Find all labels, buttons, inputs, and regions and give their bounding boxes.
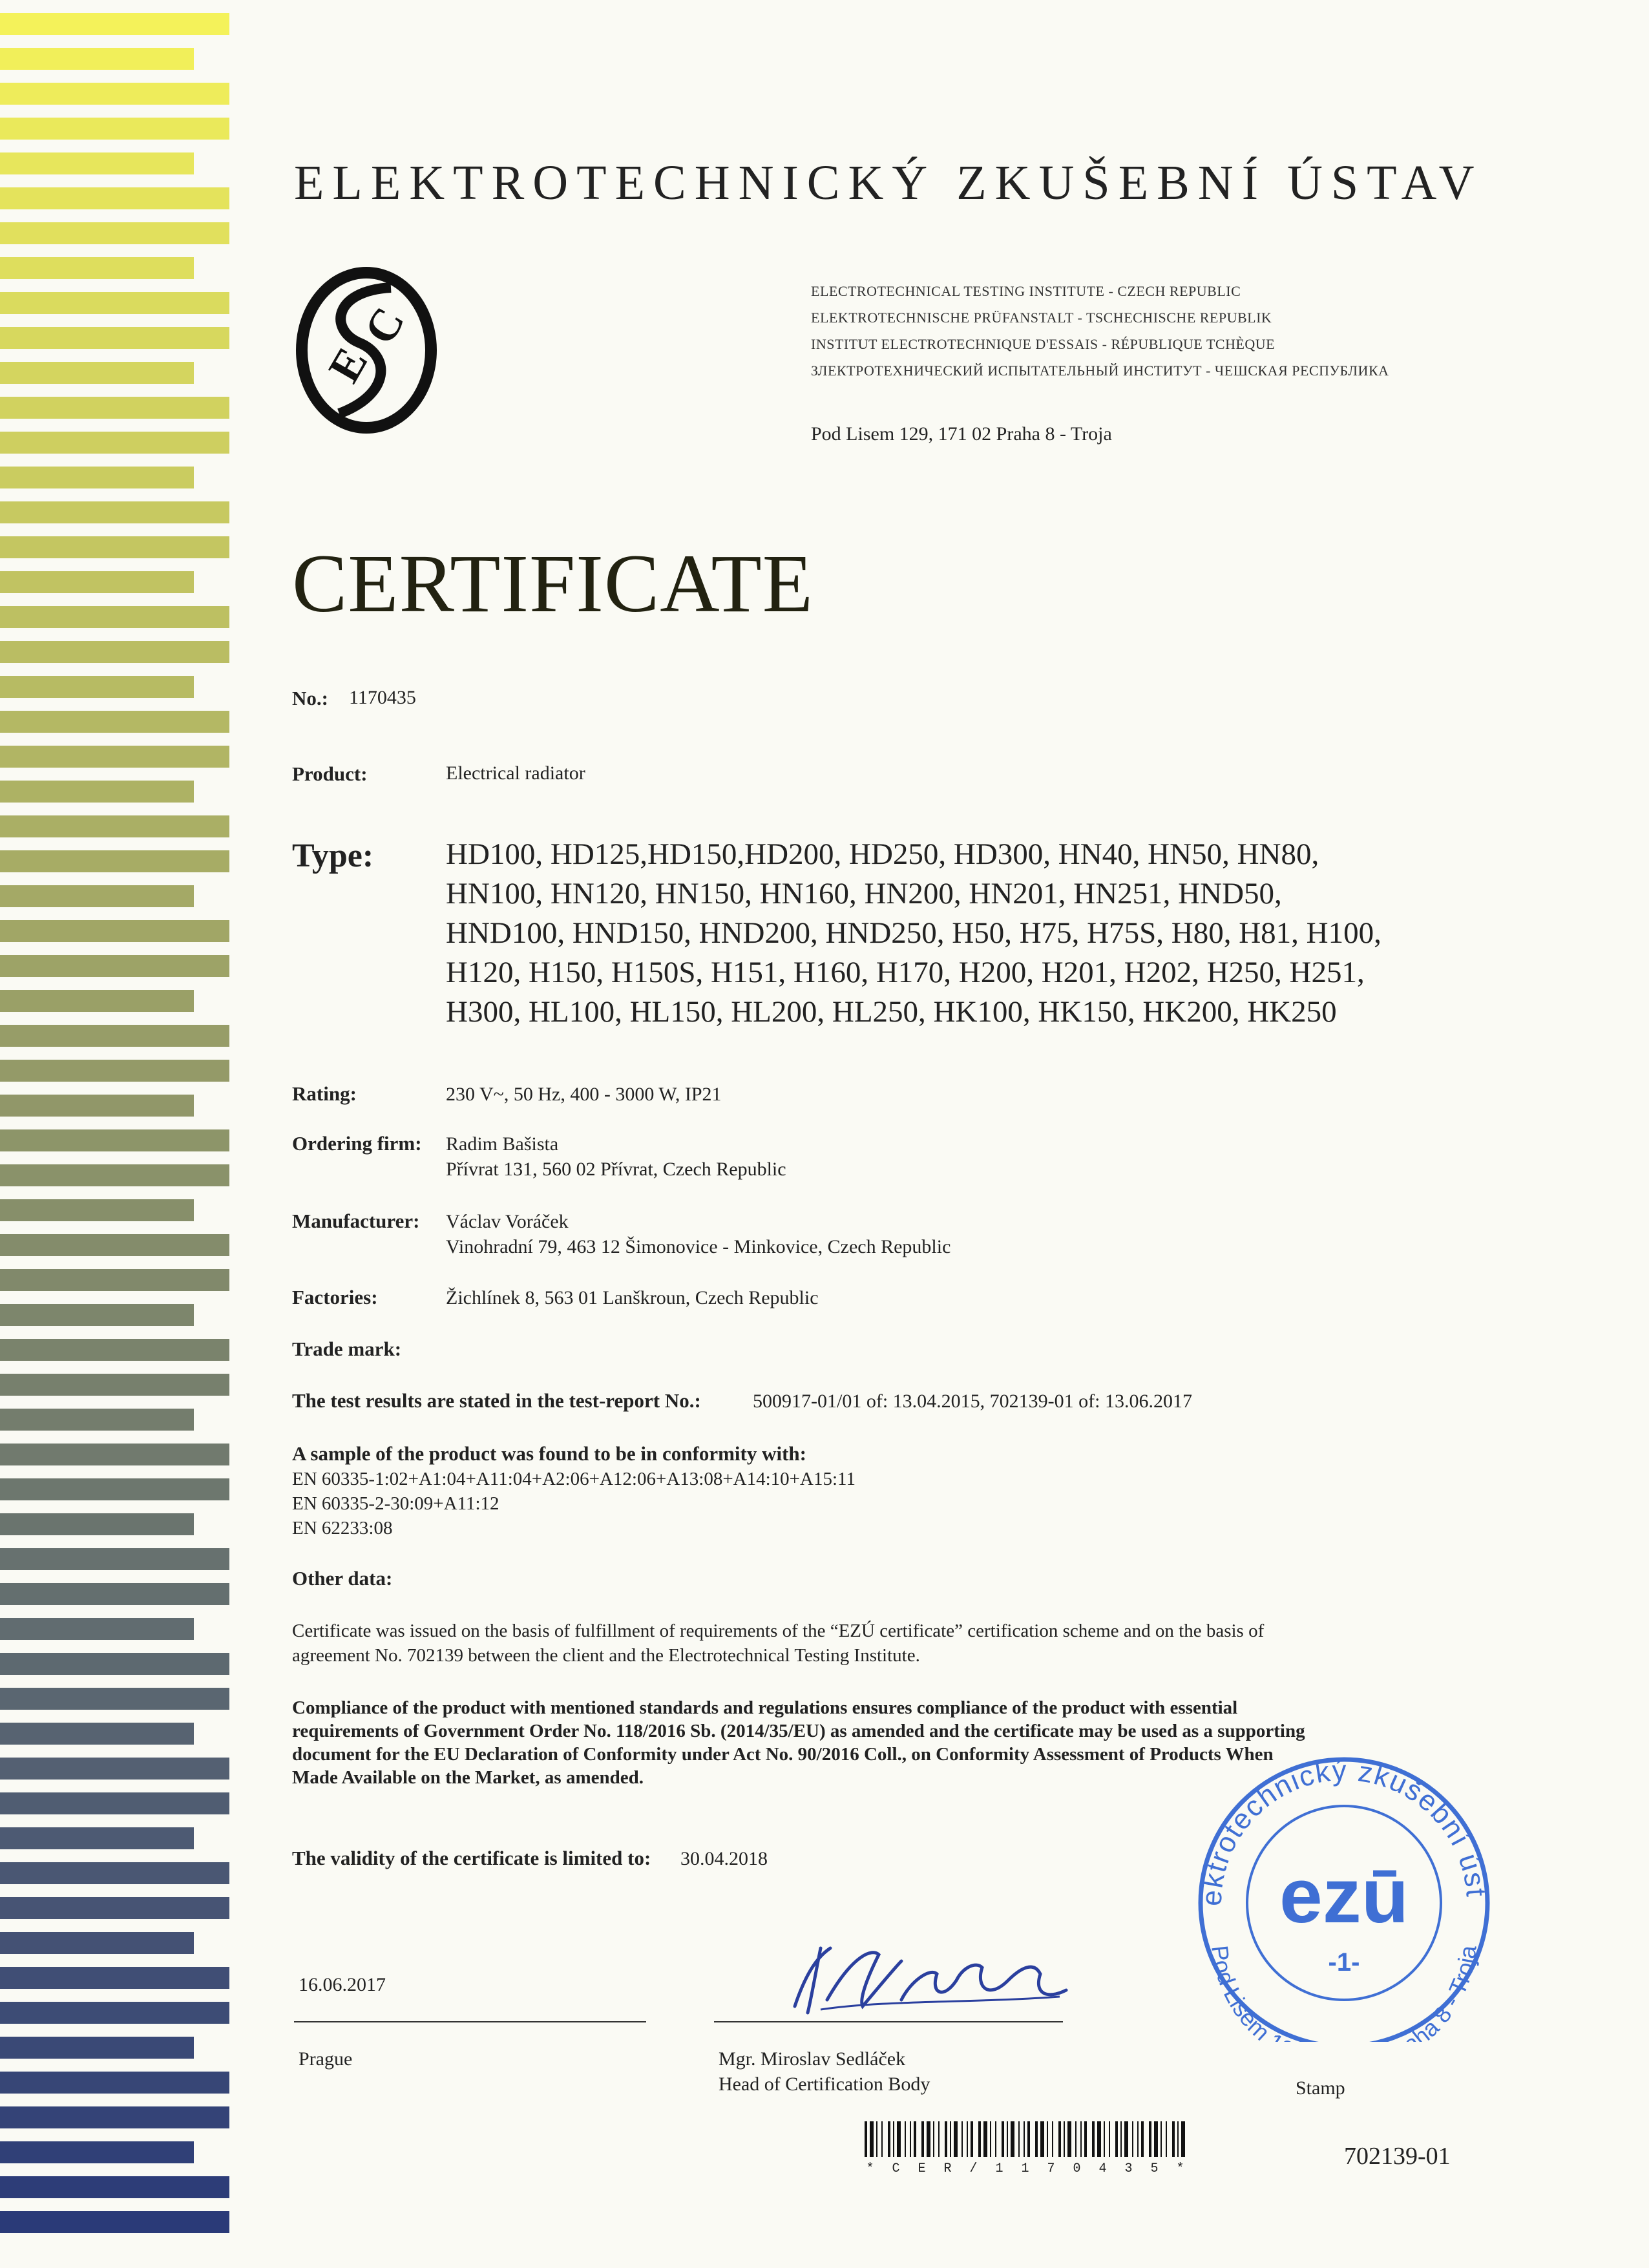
barcode-bar xyxy=(1080,2121,1082,2157)
barcode-bar xyxy=(1132,2121,1133,2157)
barcode-icon xyxy=(865,2121,1191,2157)
barcode-bar xyxy=(893,2121,894,2157)
barcode-bar xyxy=(1137,2121,1139,2157)
stripe xyxy=(0,920,229,942)
stripe xyxy=(0,1827,194,1849)
compliance-line: requirements of Government Order No. 118/2016 Sb. (2014/35/EU) as amended and the certificate may be used as a supporting xyxy=(292,1721,1305,1741)
barcode-bar xyxy=(888,2121,890,2157)
barcode-bar xyxy=(938,2121,940,2157)
institute-name-ru: ЗЛЕКТРОТЕХНИЧЕСКИЙ ИСПЫТАТЕЛЬНЫЙ ИНСТИТУТ - ЧЕШСКАЯ РЕСПУБЛИКА xyxy=(811,362,1389,379)
type-line: H300, HL100, HL150, HL200, HL250, HK100, HK150, HK200, HK250 xyxy=(446,995,1337,1029)
stripe xyxy=(0,2106,229,2128)
stripe xyxy=(0,1723,194,1745)
test-results-label: The test results are stated in the test-report No.: xyxy=(292,1389,701,1412)
place: Prague xyxy=(299,2048,353,2070)
stripe xyxy=(0,711,229,733)
barcode-bar xyxy=(870,2121,874,2157)
compliance-line: document for the EU Declaration of Conformity under Act No. 90/2016 Coll., on Conformity Assessment of Products When xyxy=(292,1744,1274,1765)
stripe xyxy=(0,2211,229,2233)
trademark-label: Trade mark: xyxy=(292,1338,402,1360)
svg-text:E: E xyxy=(319,339,378,391)
stripe xyxy=(0,2072,229,2094)
barcode-bar xyxy=(1018,2121,1020,2157)
barcode-bar xyxy=(1052,2121,1053,2157)
barcode-bar xyxy=(933,2121,934,2157)
stripe xyxy=(0,2176,229,2198)
stripe xyxy=(0,362,194,384)
stripe xyxy=(0,815,229,837)
certificate-title: CERTIFICATE xyxy=(292,538,814,629)
other-data-label: Other data: xyxy=(292,1567,393,1590)
type-label: Type: xyxy=(292,837,374,874)
number-label: No.: xyxy=(292,687,328,709)
barcode-bar xyxy=(1024,2121,1025,2157)
stripe xyxy=(0,571,194,593)
stripe xyxy=(0,1862,229,1884)
svg-text:C: C xyxy=(355,299,415,353)
compliance-text xyxy=(292,1696,1305,1789)
barcode-bar xyxy=(1002,2121,1004,2157)
stripe xyxy=(0,1618,194,1640)
stripe xyxy=(0,1653,229,1675)
manufacturer-label: Manufacturer: xyxy=(292,1210,420,1232)
stamp-center-text: ezū xyxy=(1279,1853,1409,1939)
barcode-bar xyxy=(921,2121,924,2157)
stripe xyxy=(0,1234,229,1256)
stripe xyxy=(0,118,229,140)
barcode-bar xyxy=(1092,2121,1095,2157)
signatory-name: Mgr. Miroslav Sedláček xyxy=(719,2048,906,2070)
standard-item: EN 60335-2-30:09+A11:12 xyxy=(292,1493,499,1514)
stripe xyxy=(0,1339,229,1361)
product-value: Electrical radiator xyxy=(446,762,585,784)
stripe xyxy=(0,781,194,803)
stripe xyxy=(0,1164,229,1186)
barcode-bar xyxy=(1058,2121,1061,2157)
barcode-bar xyxy=(1141,2121,1144,2157)
signature-line xyxy=(714,2021,1063,2022)
stripe xyxy=(0,257,194,279)
barcode-bar xyxy=(971,2121,973,2157)
validity-date: 30.04.2018 xyxy=(680,1848,768,1869)
test-results-value: 500917-01/01 of: 13.04.2015, 702139-01 of: 13.06.2017 xyxy=(753,1391,1192,1412)
stripe xyxy=(0,1758,229,1780)
barcode-bar xyxy=(865,2121,867,2157)
stripe xyxy=(0,1967,229,1989)
institute-name-de: ELEKTROTECHNISCHE PRÜFANSTALT - TSCHECHISCHE REPUBLIK xyxy=(811,310,1272,326)
rating-value: 230 V~, 50 Hz, 400 - 3000 W, IP21 xyxy=(446,1084,722,1105)
barcode xyxy=(865,2121,1191,2176)
rating-label: Rating: xyxy=(292,1082,357,1105)
barcode-bar xyxy=(1011,2121,1014,2157)
barcode-bar xyxy=(1172,2121,1175,2157)
type-line: HD100, HD125,HD150,HD200, HD250, HD300, HN40, HN50, HN80, xyxy=(446,837,1319,871)
standard-item: EN 60335-1:02+A1:04+A11:04+A2:06+A12:06+A13:08+A14:10+A15:11 xyxy=(292,1469,856,1489)
stamp-ring-text: ektrotechnický zkušební úst xyxy=(1195,1754,1492,1907)
other-data-line: Certificate was issued on the basis of fulfillment of requirements of the “EZÚ certificate” certification scheme and on the basis of xyxy=(292,1621,1265,1641)
ordering-firm-label: Ordering firm: xyxy=(292,1132,422,1155)
stripe xyxy=(0,676,194,698)
stripe xyxy=(0,1444,229,1465)
stripe xyxy=(0,885,194,907)
barcode-bar xyxy=(897,2121,901,2157)
barcode-bar xyxy=(1177,2121,1179,2157)
institute-names xyxy=(811,278,1389,384)
standard-item: EN 62233:08 xyxy=(292,1518,393,1538)
barcode-bar xyxy=(983,2121,987,2157)
factories-value: Žichlínek 8, 563 01 Lanškroun, Czech Republic xyxy=(446,1287,819,1308)
document-number: 702139-01 xyxy=(1344,2143,1451,2170)
other-data-line: agreement No. 702139 between the client and the Electrotechnical Testing Institute. xyxy=(292,1645,920,1666)
stripe xyxy=(0,432,229,454)
stripe xyxy=(0,292,229,314)
signature xyxy=(782,1929,1079,2026)
barcode-bar xyxy=(978,2121,981,2157)
stripe xyxy=(0,2141,194,2163)
stripe xyxy=(0,1025,229,1047)
stripe xyxy=(0,1095,194,1117)
stripe xyxy=(0,2037,194,2059)
institute-title: ELEKTROTECHNICKÝ ZKUŠEBNÍ ÚSTAV xyxy=(294,156,1483,210)
stripe xyxy=(0,641,229,663)
stripe xyxy=(0,83,229,105)
stripe xyxy=(0,955,229,977)
type-list xyxy=(446,835,1381,1032)
barcode-bar xyxy=(950,2121,951,2157)
stamp-label: Stamp xyxy=(1296,2077,1345,2099)
stripe xyxy=(0,501,229,523)
type-line: HN100, HN120, HN150, HN160, HN200, HN201, HN251, HND50, xyxy=(446,877,1282,910)
barcode-bar xyxy=(1124,2121,1128,2157)
stripe xyxy=(0,152,194,174)
barcode-bar xyxy=(1149,2121,1151,2157)
ordering-firm-address: Přívrat 131, 560 02 Přívrat, Czech Republic xyxy=(446,1159,786,1180)
institute-address: Pod Lisem 129, 171 02 Praha 8 - Troja xyxy=(811,423,1112,445)
stripe xyxy=(0,1688,229,1710)
stripe xyxy=(0,1478,229,1500)
stripe xyxy=(0,1269,229,1291)
barcode-bar xyxy=(905,2121,906,2157)
manufacturer-address: Vinohradní 79, 463 12 Šimonovice - Minkovice, Czech Republic xyxy=(446,1236,951,1257)
barcode-bar xyxy=(961,2121,963,2157)
barcode-bar xyxy=(1075,2121,1077,2157)
type-line: H120, H150, H150S, H151, H160, H170, H200, H201, H202, H250, H251, xyxy=(446,956,1365,989)
barcode-bar xyxy=(1115,2121,1118,2157)
institute-name-fr: INSTITUT ELECTROTECHNIQUE D'ESSAIS - RÉPUBLIQUE TCHÈQUE xyxy=(811,336,1276,352)
stripe xyxy=(0,2002,229,2024)
barcode-bar xyxy=(927,2121,930,2157)
type-line: HND100, HND150, HND200, HND250, H50, H75, H75S, H80, H81, H100, xyxy=(446,916,1381,950)
stripe xyxy=(0,606,229,628)
barcode-bar xyxy=(967,2121,968,2157)
barcode-bar xyxy=(881,2121,883,2157)
barcode-bar xyxy=(1161,2121,1162,2157)
stripe xyxy=(0,1897,229,1919)
barcode-bar xyxy=(1084,2121,1087,2157)
stripe xyxy=(0,467,194,488)
stamp-icon xyxy=(1189,1745,1499,2042)
barcode-text: * C E R / 1 1 7 0 4 3 5 * xyxy=(866,2161,1190,2176)
stripe xyxy=(0,1199,194,1221)
stripe xyxy=(0,1513,194,1535)
barcode-bar xyxy=(1154,2121,1158,2157)
barcode-bar xyxy=(1067,2121,1071,2157)
barcode-bar xyxy=(914,2121,916,2157)
ezu-stamp xyxy=(1189,1745,1499,2042)
stripe xyxy=(0,1374,229,1396)
signatory-title: Head of Certification Body xyxy=(719,2074,930,2095)
product-label: Product: xyxy=(292,762,368,785)
barcode-bar xyxy=(1181,2121,1185,2157)
stripe xyxy=(0,1129,229,1151)
barcode-bar xyxy=(1120,2121,1122,2157)
other-data-text xyxy=(292,1619,1264,1668)
stripe xyxy=(0,187,229,209)
ezu-logo xyxy=(294,265,439,436)
barcode-bar xyxy=(1047,2121,1048,2157)
validity-label: The validity of the certificate is limited to: xyxy=(292,1847,651,1869)
stripe xyxy=(0,397,229,419)
stripe xyxy=(0,850,229,872)
barcode-bar xyxy=(1097,2121,1101,2157)
stripe xyxy=(0,746,229,768)
date-line xyxy=(294,2021,646,2022)
ezu-logo-icon xyxy=(294,265,439,436)
barcode-bar xyxy=(1104,2121,1105,2157)
barcode-bar xyxy=(1027,2121,1030,2157)
stripe xyxy=(0,222,229,244)
barcode-bar xyxy=(876,2121,877,2157)
barcode-bar xyxy=(1109,2121,1110,2157)
ordering-firm-name: Radim Bašista xyxy=(446,1133,559,1155)
stripe xyxy=(0,1304,194,1326)
factories-label: Factories: xyxy=(292,1286,378,1308)
stripe xyxy=(0,990,194,1012)
stripe xyxy=(0,13,229,35)
standards-list xyxy=(292,1467,856,1540)
stripe xyxy=(0,1932,194,1954)
barcode-bar xyxy=(1040,2121,1044,2157)
certificate-number: 1170435 xyxy=(349,687,416,708)
barcode-bar xyxy=(954,2121,958,2157)
stripe xyxy=(0,1409,194,1431)
barcode-bar xyxy=(995,2121,996,2157)
issue-date: 16.06.2017 xyxy=(299,1974,386,1995)
barcode-bar xyxy=(1166,2121,1167,2157)
barcode-bar xyxy=(1007,2121,1008,2157)
barcode-bar xyxy=(910,2121,911,2157)
institute-name-en: ELECTROTECHNICAL TESTING INSTITUTE - CZECH REPUBLIC xyxy=(811,283,1241,299)
signature-icon xyxy=(782,1929,1079,2026)
stripe xyxy=(0,327,229,349)
compliance-line: Made Available on the Market, as amended. xyxy=(292,1767,644,1788)
decorative-stripe-band xyxy=(0,0,229,2268)
stripe xyxy=(0,1583,229,1605)
barcode-bar xyxy=(990,2121,991,2157)
stamp-address-text: Pod Lisem ha 8 - Troja xyxy=(1206,1944,1482,2042)
barcode-bar xyxy=(1064,2121,1065,2157)
stripe xyxy=(0,48,194,70)
stripe xyxy=(0,536,229,558)
manufacturer-name: Václav Voráček xyxy=(446,1211,569,1232)
barcode-bar xyxy=(1035,2121,1038,2157)
stamp-number: -1- xyxy=(1328,1948,1360,1977)
conformity-label: A sample of the product was found to be in conformity with: xyxy=(292,1442,806,1465)
compliance-line: Compliance of the product with mentioned standards and regulations ensures compliance of the product with essential xyxy=(292,1697,1238,1718)
stripe xyxy=(0,1060,229,1082)
stripe xyxy=(0,1792,229,1814)
stripe xyxy=(0,1548,229,1570)
barcode-bar xyxy=(945,2121,947,2157)
